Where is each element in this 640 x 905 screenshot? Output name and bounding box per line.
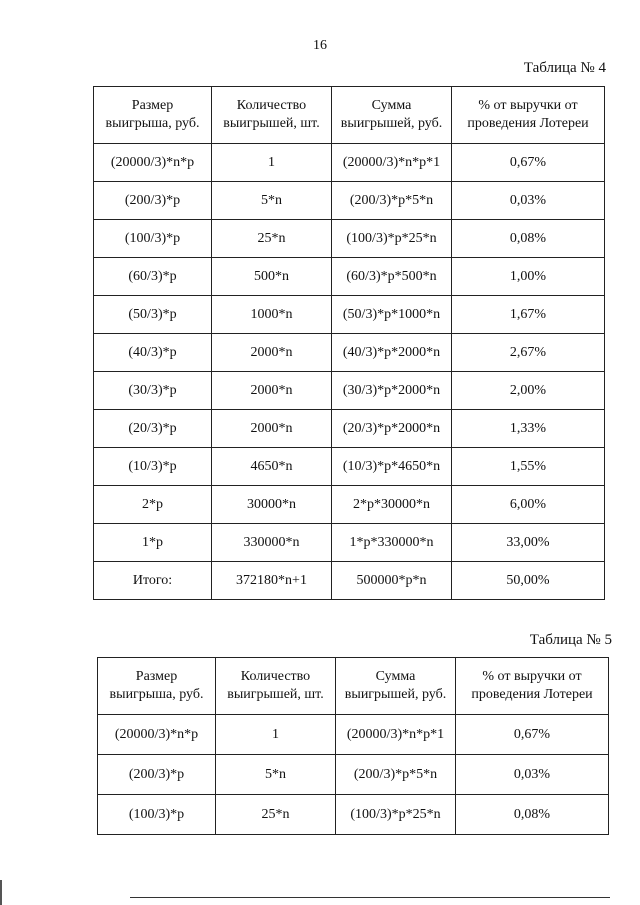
cell-prize-size: (20000/3)*n*p (98, 715, 216, 755)
cell-revenue-percent: 50,00% (452, 562, 605, 600)
cell-prize-sum: (20/3)*p*2000*n (332, 410, 452, 448)
cell-prize-sum: 500000*p*n (332, 562, 452, 600)
cell-prize-sum: (100/3)*p*25*n (332, 220, 452, 258)
cell-prize-sum: (50/3)*p*1000*n (332, 296, 452, 334)
cell-prize-count: 2000*n (212, 372, 332, 410)
header-prize-count: Количество выигрышей, шт. (216, 658, 336, 715)
cell-prize-sum: (60/3)*p*500*n (332, 258, 452, 296)
cell-prize-size: (20/3)*p (94, 410, 212, 448)
table-row (94, 334, 605, 372)
cell-prize-size: 1*p (94, 524, 212, 562)
table-row (94, 448, 605, 486)
table-row (94, 524, 605, 562)
cell-prize-sum: (40/3)*p*2000*n (332, 334, 452, 372)
table-row (94, 144, 605, 182)
table-body (98, 715, 609, 835)
table-header (94, 87, 605, 144)
cell-prize-count: 372180*n+1 (212, 562, 332, 600)
cell-prize-size: (50/3)*p (94, 296, 212, 334)
cell-prize-count: 25*n (216, 795, 336, 835)
header-prize-size: Размер выигрыша, руб. (94, 87, 212, 144)
cell-revenue-percent: 6,00% (452, 486, 605, 524)
cell-prize-sum: (30/3)*p*2000*n (332, 372, 452, 410)
cell-prize-count: 500*n (212, 258, 332, 296)
cell-revenue-percent: 33,00% (452, 524, 605, 562)
cell-prize-sum: (200/3)*p*5*n (336, 755, 456, 795)
cell-revenue-percent: 0,03% (456, 755, 609, 795)
cell-prize-size: 2*p (94, 486, 212, 524)
cell-prize-sum: 1*p*330000*n (332, 524, 452, 562)
header-revenue-percent: % от выручки от проведения Лотереи (456, 658, 609, 715)
prize-table-5 (97, 657, 609, 835)
table-row (94, 296, 605, 334)
table-row (94, 410, 605, 448)
header-row (94, 87, 605, 144)
header-prize-count: Количество выигрышей, шт. (212, 87, 332, 144)
cell-revenue-percent: 1,67% (452, 296, 605, 334)
cell-prize-count: 4650*n (212, 448, 332, 486)
cell-revenue-percent: 1,00% (452, 258, 605, 296)
table-row (94, 182, 605, 220)
cell-prize-size: (40/3)*p (94, 334, 212, 372)
cell-prize-size: Итого: (94, 562, 212, 600)
cell-prize-sum: (10/3)*p*4650*n (332, 448, 452, 486)
table-header (98, 658, 609, 715)
cell-prize-count: 1000*n (212, 296, 332, 334)
cell-prize-size: (200/3)*p (98, 755, 216, 795)
cell-prize-count: 5*n (216, 755, 336, 795)
prize-table-4 (93, 86, 605, 600)
cell-revenue-percent: 0,08% (456, 795, 609, 835)
cell-revenue-percent: 2,00% (452, 372, 605, 410)
cell-prize-count: 25*n (212, 220, 332, 258)
table-row (98, 795, 609, 835)
cell-prize-count: 30000*n (212, 486, 332, 524)
cell-prize-size: (100/3)*p (98, 795, 216, 835)
header-prize-size: Размер выигрыша, руб. (98, 658, 216, 715)
cell-prize-size: (60/3)*p (94, 258, 212, 296)
scan-edge-mark (0, 880, 2, 905)
table-row (94, 258, 605, 296)
table-4-caption: Таблица № 4 (523, 60, 606, 76)
table-row (98, 755, 609, 795)
table-row (94, 220, 605, 258)
table-row (98, 715, 609, 755)
scan-edge-line (130, 897, 610, 898)
cell-revenue-percent: 2,67% (452, 334, 605, 372)
cell-prize-count: 1 (212, 144, 332, 182)
header-prize-sum: Сумма выигрышей, руб. (336, 658, 456, 715)
cell-prize-size: (200/3)*p (94, 182, 212, 220)
cell-prize-size: (20000/3)*n*p (94, 144, 212, 182)
cell-revenue-percent: 0,08% (452, 220, 605, 258)
table-body (94, 144, 605, 600)
cell-prize-count: 330000*n (212, 524, 332, 562)
cell-prize-size: (10/3)*p (94, 448, 212, 486)
page-number: 16 (313, 38, 327, 53)
header-revenue-percent: % от выручки от проведения Лотереи (452, 87, 605, 144)
table-row (94, 486, 605, 524)
cell-prize-sum: 2*p*30000*n (332, 486, 452, 524)
cell-revenue-percent: 0,67% (456, 715, 609, 755)
table-row (94, 372, 605, 410)
header-prize-sum: Сумма выигрышей, руб. (332, 87, 452, 144)
cell-prize-count: 2000*n (212, 334, 332, 372)
cell-revenue-percent: 1,33% (452, 410, 605, 448)
cell-prize-sum: (100/3)*p*25*n (336, 795, 456, 835)
cell-revenue-percent: 1,55% (452, 448, 605, 486)
cell-prize-count: 5*n (212, 182, 332, 220)
cell-revenue-percent: 0,67% (452, 144, 605, 182)
cell-prize-sum: (20000/3)*n*p*1 (336, 715, 456, 755)
cell-prize-sum: (200/3)*p*5*n (332, 182, 452, 220)
cell-prize-size: (100/3)*p (94, 220, 212, 258)
cell-prize-count: 2000*n (212, 410, 332, 448)
cell-prize-count: 1 (216, 715, 336, 755)
header-row (98, 658, 609, 715)
cell-prize-sum: (20000/3)*n*p*1 (332, 144, 452, 182)
table-5-caption: Таблица № 5 (529, 632, 612, 648)
table-row (94, 562, 605, 600)
cell-prize-size: (30/3)*p (94, 372, 212, 410)
cell-revenue-percent: 0,03% (452, 182, 605, 220)
